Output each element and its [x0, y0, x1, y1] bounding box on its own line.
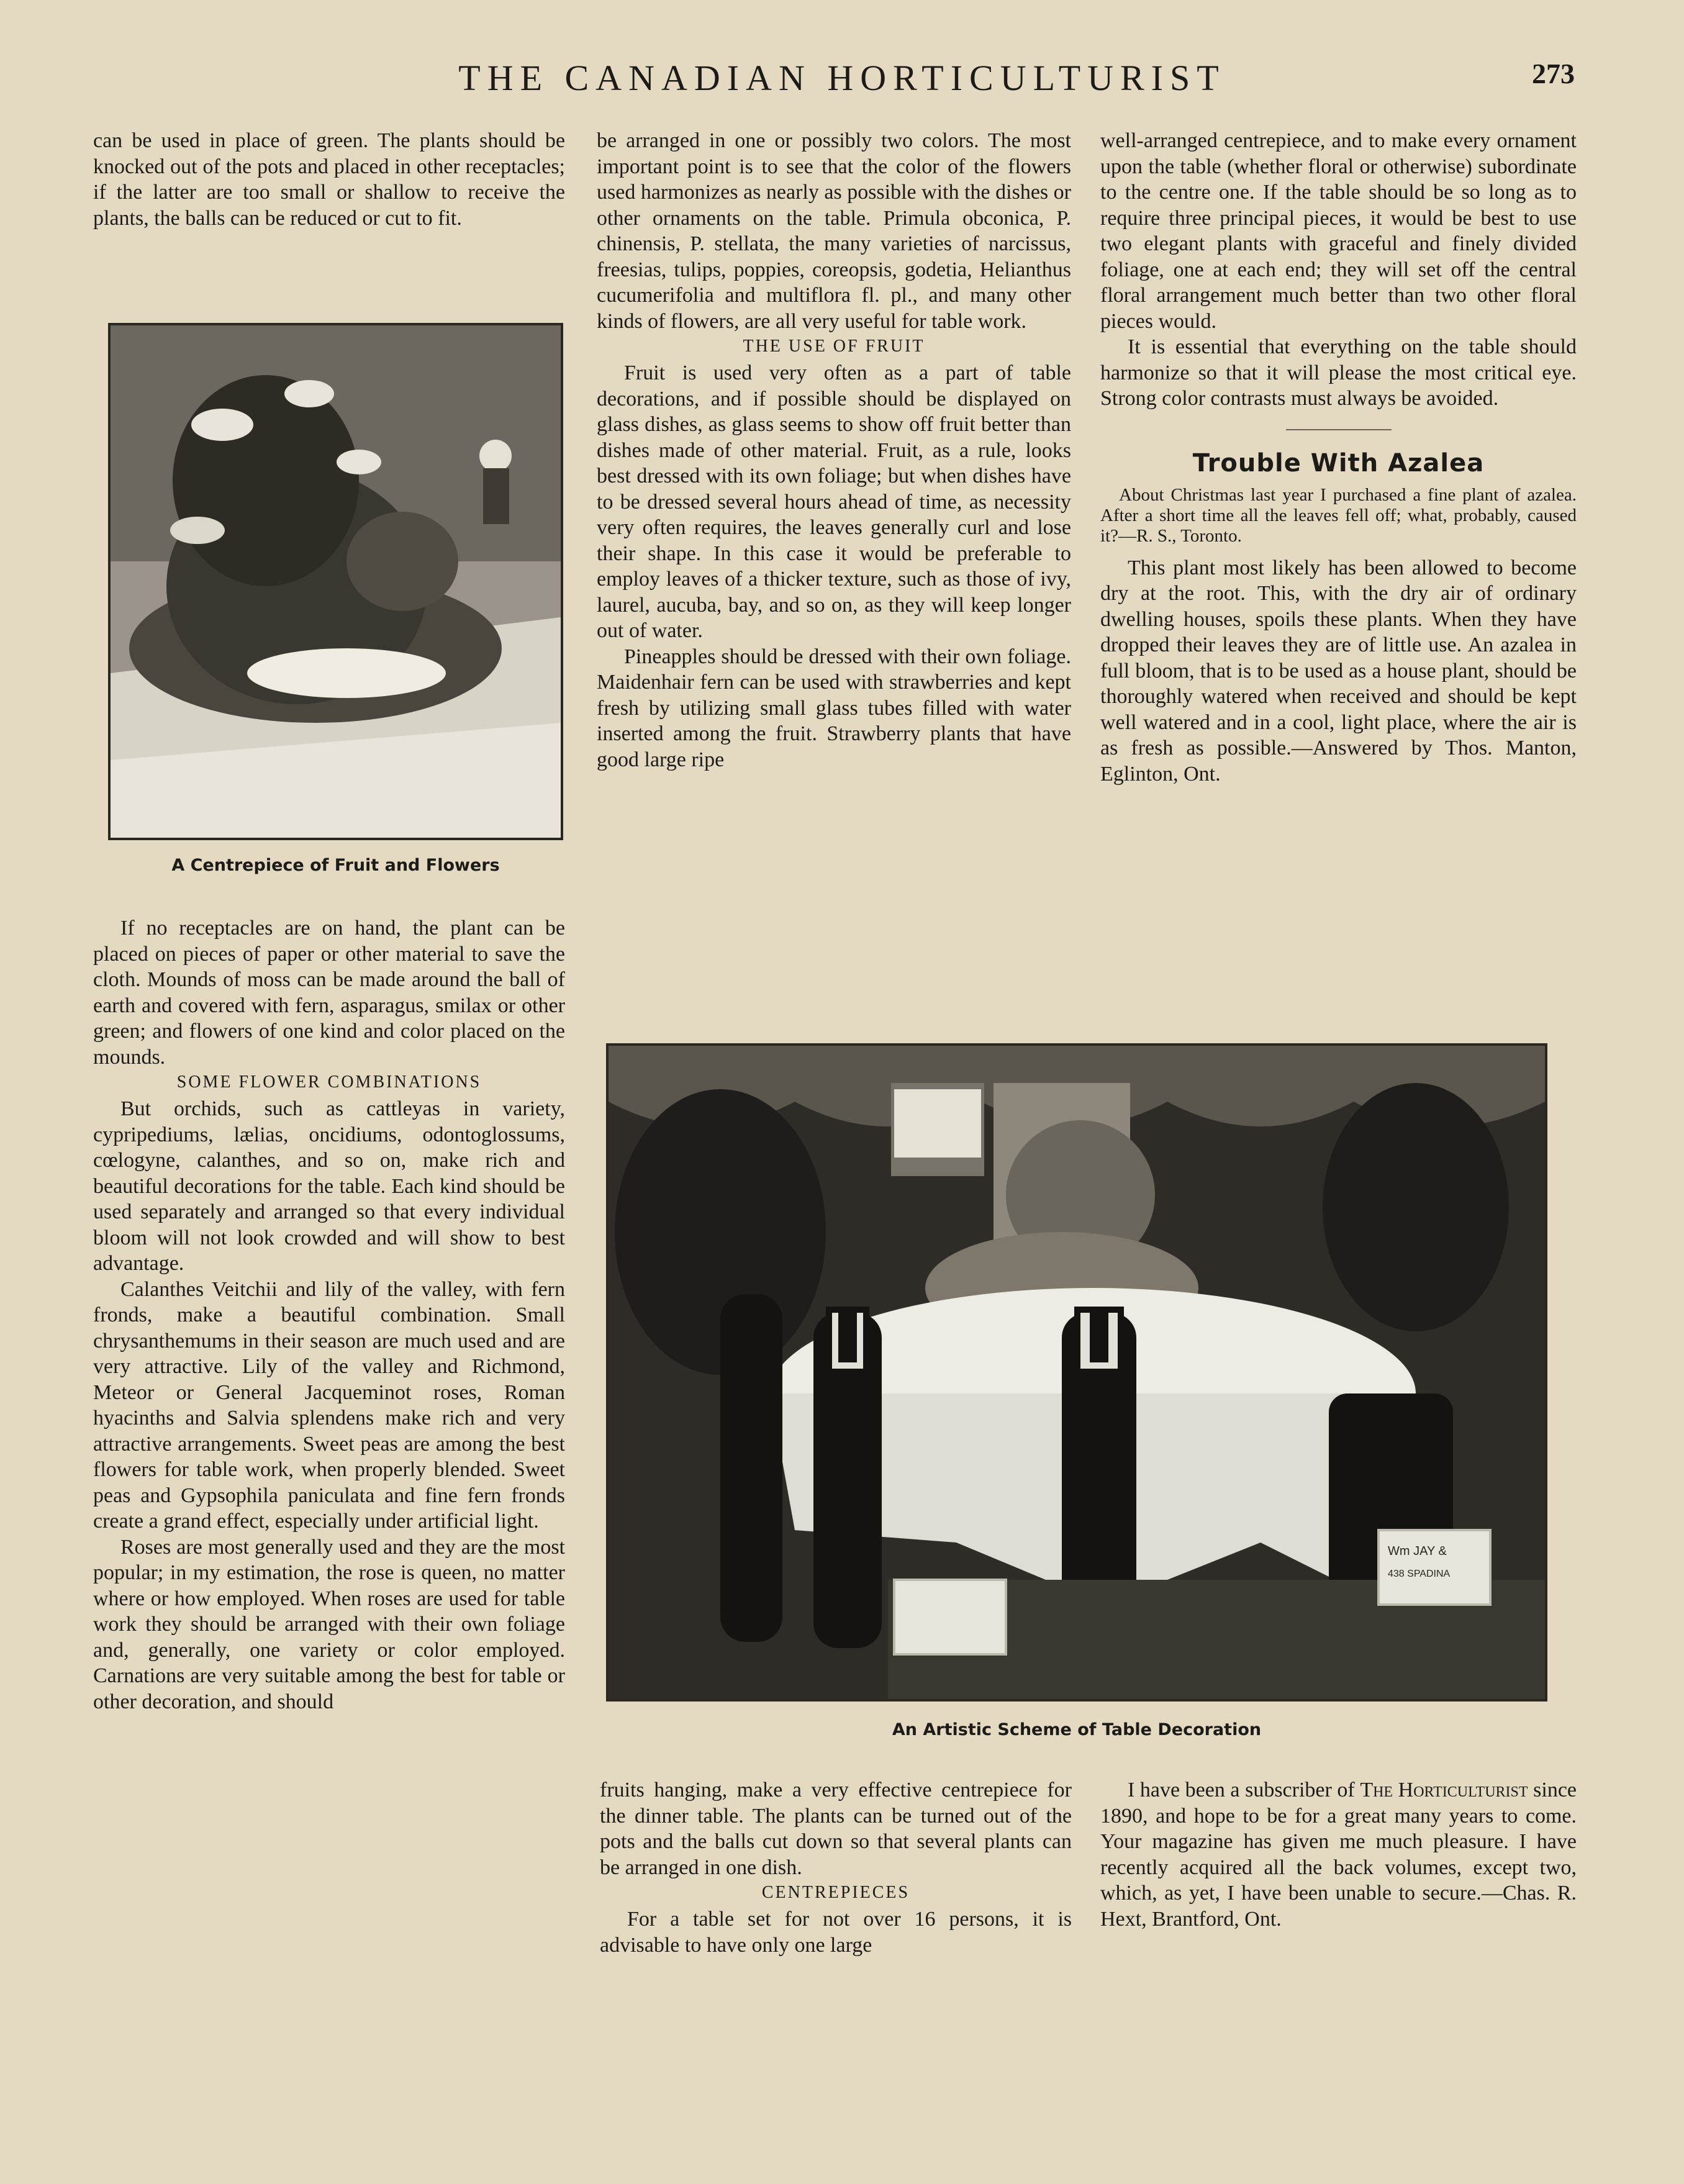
journal-title: THE CANADIAN HORTICULTURIST: [458, 58, 1226, 98]
figure1-caption: A Centrepiece of Fruit and Flowers: [171, 856, 500, 875]
subhead-flower-combinations: SOME FLOWER COMBINATIONS: [176, 1072, 482, 1092]
centrepiece-photo: [108, 323, 563, 840]
col3-top: [1100, 128, 1577, 787]
exhibitor-card-line2: 438 SPADINA: [1388, 1569, 1451, 1579]
paragraph: Fruit is used very often as a part of table decorations, and if possible should be displayed on glass dishes, as glass seems to show off fruit better than dishes made of other material. Fruit, as a rule, looks best dressed with its own foliage; but when dishes have to be dressed several hours ahead of time, as necessity very often requires, the leaves generally curl and lose their shape. In this case it would be preferable to employ leaves of a thicker texture, such as those of ivy, laurel, aucuba, bay, and so on, as they will keep longer out of water.: [597, 361, 1071, 642]
table-decoration-photo: [606, 1043, 1547, 1701]
centrepiece-illustration: [111, 325, 561, 838]
answer-paragraph: This plant most likely has been allowed to become dry at the root. This, with the dry air of ordinary dwelling houses, spoils these plants. When they have dropped their leaves they are of little use. An azalea in full bloom, that is to be used as a house plant, should be thoroughly watered when received and should be kept well watered and in a cool, light place, where the air is as fresh as possible.—Answered by Thos. Manton, Eglinton, Ont.: [1100, 556, 1577, 786]
subhead-centrepieces: CENTREPIECES: [761, 1883, 910, 1902]
reader-question: About Christmas last year I purchased a fine plant of azalea. After a short time all the leaves fell off; what, probably, caused it?—R. S., Toronto.: [1100, 484, 1577, 546]
exhibitor-card-line1: Wm JAY &: [1388, 1544, 1447, 1558]
letter-text-start: I have been a subscriber of: [1128, 1778, 1360, 1801]
paragraph: Calanthes Veitchii and lily of the valley, with fern fronds, make a beautiful combination. Small chrysanthemums in their season are much used and are very attractive. Lily of the valley and Richmond, Meteor or General Jacqueminot roses, Roman hyacinths and Salvia splendens make rich and very attractive arrangements. Sweet peas are among the best flowers for table work, when properly blended. Sweet peas and Gypsophila paniculata and fine fern fronds create a grand effect, especially under artificial light.: [93, 1277, 565, 1533]
paragraph: can be used in place of green. The plants should be knocked out of the pots and placed in other receptacles; if the latter are too small or shallow to receive the plants, the balls can be reduced or cut to fit.: [93, 129, 565, 230]
col3-bottom: [1100, 1777, 1577, 1932]
paragraph: If no receptacles are on hand, the plant can be placed on pieces of paper or other material to save the cloth. Mounds of moss can be made around the ball of earth and covered with fern, asparagus, smilax or other green; and flowers of one kind and color placed on the mounds.: [93, 917, 565, 1069]
paragraph: fruits hanging, make a very effective centrepiece for the dinner table. The plants can be turned out of the pots and the balls cut down so that several plants can be arranged in one dish.: [600, 1778, 1072, 1879]
page-number: 273: [1532, 58, 1575, 89]
col1-top: [93, 128, 565, 231]
magazine-name: The Horticulturist: [1360, 1778, 1528, 1801]
subhead-use-of-fruit: THE USE OF FRUIT: [743, 337, 925, 356]
paragraph: be arranged in one or possibly two colors. The most important point is to see that the color of the flowers used harmonizes as nearly as possible with the dishes or other ornaments on the table. Primula obconica, P. chinensis, P. stellata, the many varieties of narcissus, freesias, tulips, poppies, coreopsis, godetia, Helianthus cucumerifolia and multiflora fl. pl., and many other kinds of flowers, are all very useful for table work.: [597, 129, 1071, 333]
paragraph: well-arranged centrepiece, and to make every ornament upon the table (whether floral or otherwise) subordinate to the centre one. If the table should be so long as to require three principal pieces, it would be best to use two elegant plants with graceful and finely divided foliage, one at each end; they will set off the central floral arrangement much better than two other floral pieces would.: [1100, 129, 1577, 333]
section-divider: [1286, 429, 1392, 430]
paragraph: Pineapples should be dressed with their own foliage. Maidenhair fern can be used with strawberries and kept fresh by utilizing small glass tubes filled with water inserted among the fruit. Strawberry plants that have good large ripe: [597, 645, 1071, 771]
page-header: [0, 57, 1684, 101]
col1-bottom: [93, 915, 565, 1715]
article-title: Trouble With Azalea: [1192, 448, 1485, 478]
table-decoration-illustration: [609, 1046, 1545, 1699]
paragraph: Roses are most generally used and they are the most popular; in my estimation, the rose is queen, no matter where or how employed. When roses are used for table work they should be arranged with their own foliage and, generally, one variety or color employed. Carnations are very suitable among the best for table or other decoration, and should: [93, 1535, 565, 1713]
paragraph: But orchids, such as cattleyas in variety, cypripediums, lælias, oncidiums, odontoglossums, cœlogyne, calanthes, and so on, make rich and beautiful decorations for the table. Each kind should be used separately and arranged so that every individual bloom will not look crowded and will show to best advantage.: [93, 1097, 565, 1275]
paragraph: It is essential that everything on the table should harmonize so that it will please the most critical eye. Strong color contrasts must always be avoided.: [1100, 335, 1577, 410]
paragraph: For a table set for not over 16 persons, it is advisable to have only one large: [600, 1908, 1072, 1957]
subscriber-letter: [1100, 1777, 1577, 1932]
figure2-caption: An Artistic Scheme of Table Decoration: [892, 1720, 1262, 1739]
col2-bottom: [600, 1777, 1072, 1958]
letter-text-rest: since 1890, and hope to be for a great many years to come. Your magazine has given me much pleasure. I have recently acquired all the back volumes, except two, which, as yet, I have been unable to secure.—Chas. R. Hext, Brantford, Ont.: [1100, 1778, 1577, 1931]
col2-top: [597, 128, 1071, 773]
